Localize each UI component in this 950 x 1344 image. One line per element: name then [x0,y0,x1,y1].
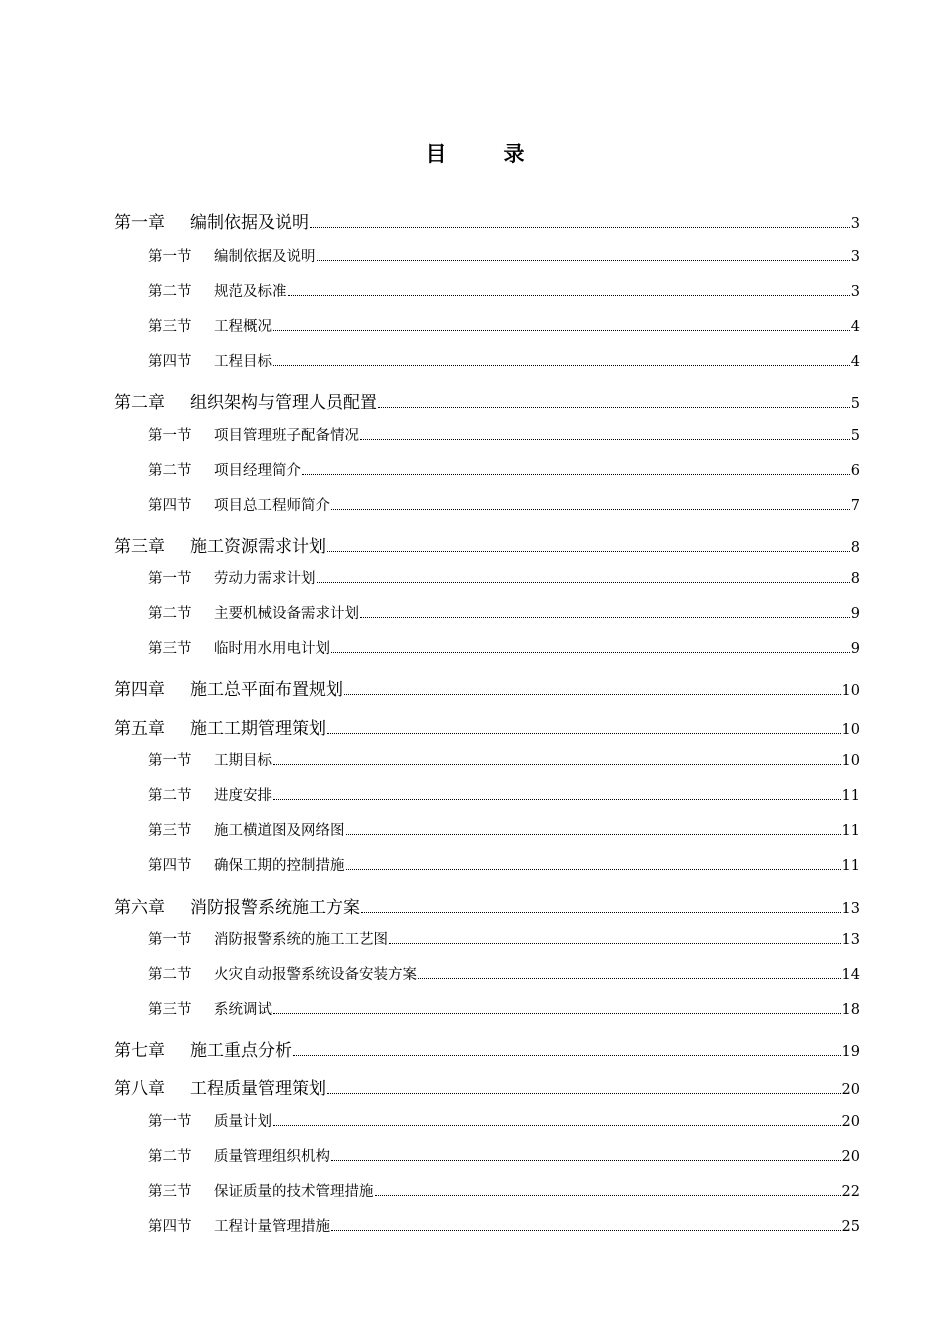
toc-section-entry[interactable] [148,928,860,949]
entry-number: 第三节 [148,1002,192,1018]
entry-title: 组织架构与管理人员配置 [190,393,377,413]
dot-leader [361,911,841,913]
entry-page-number: 20 [841,1149,860,1165]
entry-title: 火灾自动报警系统设备安装方案 [214,967,417,983]
toc-section-entry[interactable] [148,1110,860,1131]
entry-title: 规范及标准 [214,284,287,300]
entry-number: 第二节 [148,606,192,622]
entry-page-number: 6 [850,463,860,479]
toc-section-entry[interactable] [148,1180,860,1201]
dot-leader [273,364,850,366]
entry-title: 质量计划 [214,1114,272,1130]
entry-number: 第四节 [148,858,192,874]
entry-title: 施工工期管理策划 [190,719,326,739]
dot-leader [418,977,841,979]
dot-leader [375,1194,841,1196]
toc-chapter-entry[interactable] [114,532,860,557]
entry-title: 工程目标 [214,354,272,370]
entry-title: 进度安排 [214,788,272,804]
entry-number: 第一节 [148,428,192,444]
dot-leader [389,942,841,944]
toc-section-entry[interactable] [148,315,860,336]
entry-page-number: 3 [850,249,860,265]
entry-title: 消防报警系统施工方案 [190,898,360,918]
entry-title: 项目经理简介 [214,463,301,479]
entry-title: 保证质量的技术管理措施 [214,1184,374,1200]
entry-number: 第一节 [148,753,192,769]
entry-page-number: 14 [841,967,860,983]
entry-title: 编制依据及说明 [214,249,316,265]
entry-number: 第一章 [114,213,165,233]
entry-title: 项目总工程师简介 [214,498,330,514]
entry-title: 施工横道图及网络图 [214,823,345,839]
toc-section-entry[interactable] [148,280,860,301]
entry-number: 第二章 [114,393,165,413]
toc-chapter-entry[interactable] [114,1074,860,1099]
entry-page-number: 8 [850,540,860,556]
dot-leader [346,868,841,870]
entry-title: 工期目标 [214,753,272,769]
entry-page-number: 5 [850,428,860,444]
entry-title: 工程质量管理策划 [190,1079,326,1099]
toc-section-entry[interactable] [148,998,860,1019]
dot-leader [378,406,850,408]
dot-leader [273,1012,841,1014]
entry-number: 第三节 [148,319,192,335]
entry-page-number: 3 [850,216,860,232]
entry-page-number: 19 [841,1044,860,1060]
toc-section-entry[interactable] [148,784,860,805]
toc-section-entry[interactable] [148,854,860,875]
dot-leader [302,473,850,475]
entry-title: 施工重点分析 [190,1041,292,1061]
entry-number: 第三节 [148,641,192,657]
dot-leader [273,798,841,800]
dot-leader [310,226,850,228]
dot-leader [327,732,841,734]
dot-leader [331,651,850,653]
toc-section-entry[interactable] [148,1215,860,1236]
entry-page-number: 18 [841,1002,860,1018]
entry-page-number: 5 [850,396,860,412]
entry-page-number: 9 [850,641,860,657]
entry-number: 第三节 [148,1184,192,1200]
toc-chapter-entry[interactable] [114,1036,860,1061]
entry-number: 第二节 [148,1149,192,1165]
toc-section-entry[interactable] [148,637,860,658]
dot-leader [273,1124,841,1126]
entry-number: 第二节 [148,284,192,300]
toc-section-entry[interactable] [148,1145,860,1166]
entry-number: 第四节 [148,354,192,370]
entry-number: 第二节 [148,788,192,804]
dot-leader [331,1159,841,1161]
page-title: 目 录 [425,141,543,166]
entry-page-number: 13 [841,932,860,948]
entry-title: 主要机械设备需求计划 [214,606,359,622]
dot-leader [331,1229,841,1231]
entry-title: 工程计量管理措施 [214,1219,330,1235]
entry-title: 确保工期的控制措施 [214,858,345,874]
entry-number: 第四节 [148,1219,192,1235]
entry-page-number: 10 [841,753,860,769]
dot-leader [360,616,850,618]
entry-page-number: 8 [850,571,860,587]
entry-title: 质量管理组织机构 [214,1149,330,1165]
entry-number: 第二节 [148,967,192,983]
entry-title: 编制依据及说明 [190,213,309,233]
entry-number: 第七章 [114,1041,165,1061]
entry-page-number: 11 [841,823,860,839]
entry-number: 第二节 [148,463,192,479]
entry-title: 消防报警系统的施工工艺图 [214,932,388,948]
toc-section-entry[interactable] [148,819,860,840]
entry-page-number: 9 [850,606,860,622]
entry-page-number: 25 [841,1219,860,1235]
dot-leader [317,581,850,583]
entry-title: 项目管理班子配备情况 [214,428,359,444]
dot-leader [344,693,841,695]
dot-leader [327,1092,841,1094]
entry-title: 劳动力需求计划 [214,571,316,587]
entry-title: 施工总平面布置规划 [190,680,343,700]
toc-section-entry[interactable] [148,245,860,266]
toc-section-entry[interactable] [148,350,860,371]
toc-chapter-entry[interactable] [114,208,860,233]
entry-page-number: 7 [850,498,860,514]
entry-number: 第一节 [148,249,192,265]
dot-leader [331,508,850,510]
entry-title: 临时用水用电计划 [214,641,330,657]
entry-number: 第一节 [148,571,192,587]
toc-section-entry[interactable] [148,424,860,445]
entry-page-number: 11 [841,788,860,804]
entry-page-number: 22 [841,1184,860,1200]
toc-section-entry[interactable] [148,749,860,770]
toc-chapter-entry[interactable] [114,893,860,918]
entry-page-number: 20 [841,1082,860,1098]
entry-number: 第三节 [148,823,192,839]
dot-leader [317,259,850,261]
dot-leader [327,550,850,552]
entry-number: 第一节 [148,932,192,948]
toc-section-entry[interactable] [148,963,860,984]
entry-page-number: 4 [850,319,860,335]
toc-section-entry[interactable] [148,494,860,515]
toc-chapter-entry[interactable] [114,675,860,700]
dot-leader [360,438,850,440]
entry-number: 第一节 [148,1114,192,1130]
entry-number: 第四节 [148,498,192,514]
dot-leader [273,329,850,331]
toc-section-entry[interactable] [148,459,860,480]
dot-leader [288,294,850,296]
dot-leader [293,1054,841,1056]
entry-page-number: 4 [850,354,860,370]
entry-number: 第四章 [114,680,165,700]
entry-page-number: 10 [841,683,860,699]
toc-section-entry[interactable] [148,567,860,588]
entry-page-number: 11 [841,858,860,874]
entry-number: 第五章 [114,719,165,739]
entry-number: 第六章 [114,898,165,918]
entry-page-number: 13 [841,901,860,917]
entry-page-number: 10 [841,722,860,738]
entry-number: 第三章 [114,537,165,557]
toc-chapter-entry[interactable] [114,714,860,739]
entry-title: 施工资源需求计划 [190,537,326,557]
toc-chapter-entry[interactable] [114,388,860,413]
dot-leader [273,763,841,765]
entry-page-number: 20 [841,1114,860,1130]
entry-title: 系统调试 [214,1002,272,1018]
entry-title: 工程概况 [214,319,272,335]
entry-page-number: 3 [850,284,860,300]
entry-number: 第八章 [114,1079,165,1099]
toc-section-entry[interactable] [148,602,860,623]
dot-leader [346,833,841,835]
